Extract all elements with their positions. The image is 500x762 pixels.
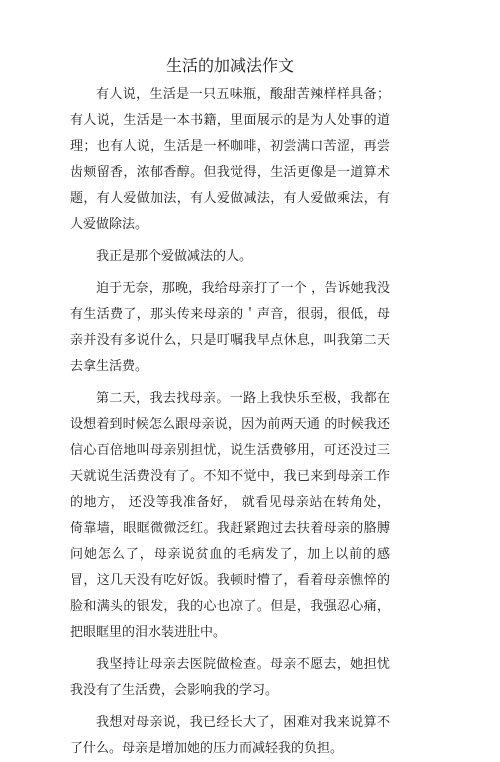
document-title: 生活的加减法作文 xyxy=(165,56,294,75)
document-page xyxy=(70,56,390,762)
paragraph-4: 第二天，我去找母亲。一路上我快乐至极，我都在设想着到时候怎么跟母亲说，因为前两天通 的时候我还信心百倍地叫母亲别担忧，说生活费够用，可还没过三天就说生活费没有了。不知不觉中，我已来到母亲工作的地方， 还没等我准备好， 就看见母亲站在转角处，倚靠墙，眼眶微微泛红。我赶紧跑过去扶着母亲的胳膊问她怎么了，母亲说贫血的毛病发了，加上以前的感冒，这几天没有吃好饭。我顿时懵了，看着母亲憔悴的脸和满头的银发，我的心也凉了。但是，我强忍心痛，把眼眶里的泪水装进肚中。 xyxy=(70,391,390,640)
paragraph-3: 迫于无奈，那晚，我给母亲打了一个 ，告诉她我没有生活费了，那头传来母亲的＇声音，很弱，很低，母亲并没有多说什么，只是叮嘱我早点休息，叫我第二天去拿生活费。 xyxy=(70,281,390,374)
paragraph-5: 我坚持让母亲去医院做检查。母亲不愿去，她担忧我没有了生活费，会影响我的学习。 xyxy=(70,657,390,698)
paragraph-1: 有人说，生活是一只五味瓶，酸甜苦辣样样具备；有人说，生活是一本书籍，里面展示的是为人处事的道理；也有人说，生活是一杯咖啡，初尝满口苦涩，再尝齿颊留香，浓郁香醇。但我觉得，生活更像是一道算术题，有人爱做加法，有人爱做减法，有人爱做乘法，有人爱做除法。 xyxy=(70,87,390,232)
paragraph-6: 我想对母亲说，我已经长大了，困难对我来说算不了什么。母亲是增加她的压力而减轻我的负担。 xyxy=(70,715,390,756)
paragraph-2: 我正是那个爱做减法的人。 xyxy=(96,249,253,264)
